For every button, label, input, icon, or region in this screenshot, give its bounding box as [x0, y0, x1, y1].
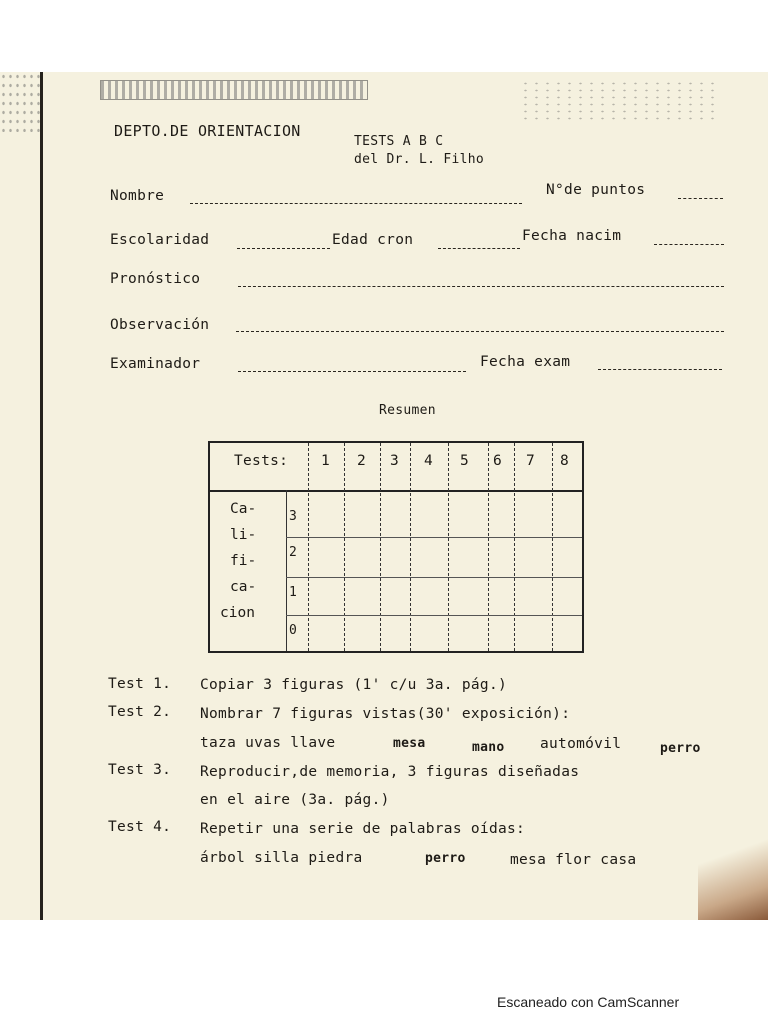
score-label: 3: [289, 509, 297, 524]
column-separator: [308, 443, 309, 651]
test-2-words: taza uvas llave: [200, 735, 336, 751]
fecha-nacim-field[interactable]: [654, 244, 724, 245]
escolaridad-field[interactable]: [237, 248, 330, 249]
test-2-label: Test 2.: [108, 704, 172, 720]
test-4-words-end: mesa flor casa: [510, 852, 637, 868]
scanned-page: [0, 72, 768, 920]
column-separator: [344, 443, 345, 651]
pronostico-label: Pronóstico: [110, 271, 201, 287]
fecha-nacim-label: Fecha nacim: [522, 228, 622, 244]
row-divider: [286, 537, 582, 538]
test-2-word-mano: mano: [472, 740, 505, 755]
column-number: 3: [390, 453, 399, 469]
calificacion-label: ca-: [230, 579, 257, 595]
observacion-field[interactable]: [236, 331, 724, 332]
calificacion-label: cion: [220, 605, 255, 621]
test-4-label: Test 4.: [108, 819, 172, 835]
row-divider: [286, 577, 582, 578]
column-separator: [488, 443, 489, 651]
test-3-text-cont: en el aire (3a. pág.): [200, 792, 390, 808]
column-separator: [514, 443, 515, 651]
examinador-field[interactable]: [238, 371, 466, 372]
edad-field[interactable]: [438, 248, 520, 249]
margin-line: [40, 72, 43, 920]
test-3-text: Reproducir,de memoria, 3 figuras diseñadas: [200, 764, 580, 780]
pronostico-field[interactable]: [238, 286, 724, 287]
test-3-label: Test 3.: [108, 762, 172, 778]
score-label: 1: [289, 585, 297, 600]
column-number: 1: [321, 453, 330, 469]
test-1-text: Copiar 3 figuras (1' c/u 3a. pág.): [200, 677, 508, 693]
escolaridad-label: Escolaridad: [110, 232, 210, 248]
faded-stamp: [100, 80, 368, 100]
edad-label: Edad cron: [332, 232, 414, 248]
tests-label: Tests:: [234, 453, 289, 469]
test-4-words: árbol silla piedra: [200, 850, 363, 866]
fecha-exam-field[interactable]: [598, 369, 722, 370]
observacion-label: Observación: [110, 317, 210, 333]
calificacion-label: li-: [230, 527, 257, 543]
test-2-word-mesa: mesa: [393, 736, 426, 751]
test-2-word-perro: perro: [660, 741, 701, 756]
label-column-separator: [286, 490, 287, 651]
score-label: 2: [289, 545, 297, 560]
test-1-label: Test 1.: [108, 676, 172, 692]
summary-table: [208, 441, 584, 653]
column-separator: [448, 443, 449, 651]
test-title: TESTS A B C: [354, 134, 444, 149]
nombre-label: Nombre: [110, 188, 165, 204]
column-separator: [410, 443, 411, 651]
department-title: DEPTO.DE ORIENTACION: [114, 122, 301, 140]
scanner-watermark: Escaneado con CamScanner: [497, 994, 680, 1010]
puntos-field[interactable]: [678, 198, 723, 199]
fecha-exam-label: Fecha exam: [480, 354, 571, 370]
column-number: 4: [424, 453, 433, 469]
column-number: 6: [493, 453, 502, 469]
summary-title: Resumen: [379, 403, 436, 418]
scan-specks: [0, 72, 40, 132]
scan-specks: [520, 80, 720, 120]
column-separator: [380, 443, 381, 651]
column-number: 8: [560, 453, 569, 469]
column-number: 5: [460, 453, 469, 469]
calificacion-label: fi-: [230, 553, 257, 569]
score-label: 0: [289, 623, 297, 638]
row-divider: [286, 615, 582, 616]
column-number: 2: [357, 453, 366, 469]
examinador-label: Examinador: [110, 356, 201, 372]
puntos-label: N°de puntos: [546, 182, 646, 198]
test-4-text: Repetir una serie de palabras oídas:: [200, 821, 526, 837]
test-author: del Dr. L. Filho: [354, 152, 485, 167]
column-separator: [552, 443, 553, 651]
column-number: 7: [526, 453, 535, 469]
nombre-field[interactable]: [190, 203, 522, 204]
test-2-text: Nombrar 7 figuras vistas(30' exposición):: [200, 706, 571, 722]
test-2-word-automovil: automóvil: [540, 736, 622, 752]
test-4-word-perro: perro: [425, 851, 466, 866]
calificacion-label: Ca-: [230, 501, 257, 517]
